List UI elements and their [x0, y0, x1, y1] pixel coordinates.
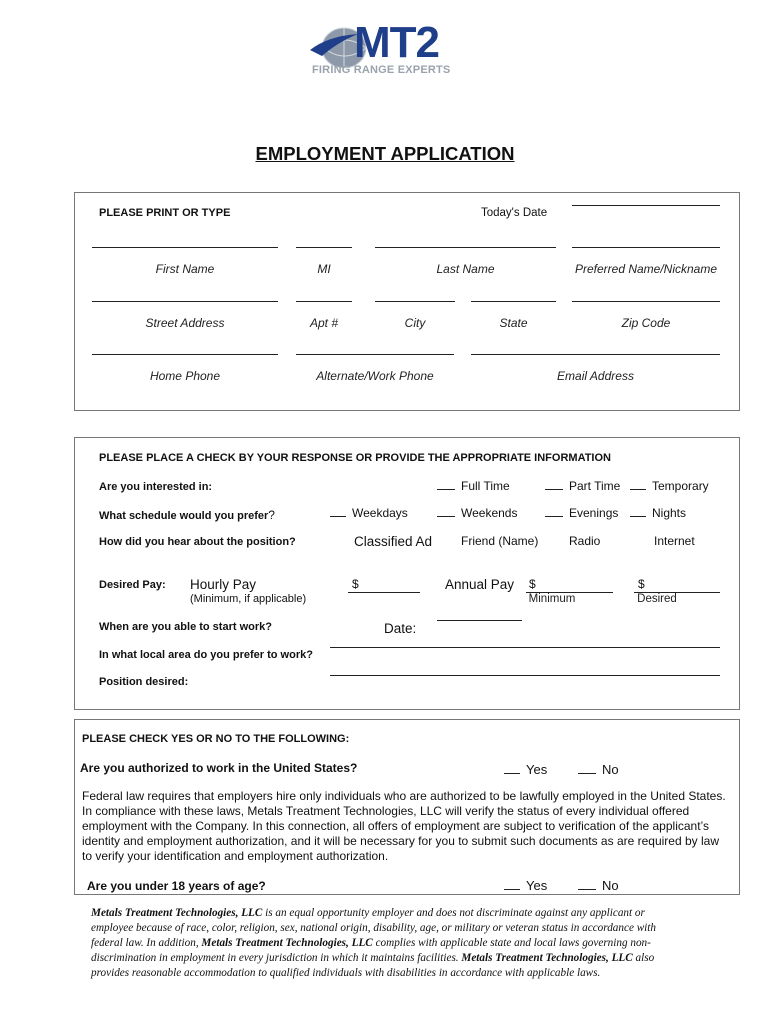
email-field[interactable]	[471, 354, 720, 355]
todays-date-label: Today's Date	[481, 207, 548, 219]
authorized-no[interactable]	[578, 762, 619, 777]
eeo-text-2: complies with applicable state and local laws governing non-discrimination in employment in every jurisdiction in which it maintains facilities.	[91, 937, 651, 964]
preferred-name-label: Preferred Name/Nickname	[574, 262, 718, 276]
option-full-time[interactable]	[437, 479, 510, 493]
home-phone-field[interactable]	[92, 354, 278, 355]
checkbox-blank[interactable]	[545, 479, 563, 490]
interest-question: Are you interested in:	[99, 481, 213, 493]
eeo-text-1: is an equal opportunity employer and does not discriminate against any applicant or employee because of race, color, religion, sex, national origin, disability, age, or military or veteran status in accordance with federal law. In addition,	[91, 907, 656, 949]
job-info-section	[74, 437, 740, 710]
annual-desired-dollar: $	[638, 577, 645, 591]
area-question: In what local area do you prefer to work?	[99, 649, 313, 661]
eeo-company-name: Metals Treatment Technologies, LLC	[201, 937, 373, 949]
option-evenings[interactable]	[545, 506, 618, 520]
position-question: Position desired:	[99, 676, 189, 688]
schedule-question-mark: ?	[268, 508, 275, 522]
checkbox-blank[interactable]	[630, 479, 646, 490]
pay-question: Desired Pay:	[99, 579, 166, 591]
age-yes[interactable]	[504, 878, 547, 893]
eeo-company-name: Metals Treatment Technologies, LLC	[461, 952, 633, 964]
city-field[interactable]	[375, 301, 455, 302]
checkbox-blank[interactable]	[437, 479, 455, 490]
schedule-question-text: What schedule would you prefer	[99, 510, 269, 522]
logo-mark: MT2	[354, 18, 439, 67]
option-label: Full Time	[461, 479, 510, 493]
option-label: No	[602, 762, 619, 777]
apt-label: Apt #	[309, 316, 339, 330]
eeo-text-3: also provides reasonable accommodation to qualified individuals with disabilities in accordance with applicable laws.	[91, 952, 655, 979]
option-label: Evenings	[569, 506, 619, 520]
source-question: How did you hear about the position?	[99, 536, 296, 548]
age-question: Are you under 18 years of age?	[87, 879, 266, 893]
position-field[interactable]	[330, 675, 720, 676]
alt-phone-field[interactable]	[296, 354, 454, 355]
alt-phone-label: Alternate/Work Phone	[316, 369, 434, 383]
option-internet[interactable]: Internet	[654, 534, 695, 548]
hourly-note: (Minimum, if applicable)	[190, 593, 307, 605]
first-name-field[interactable]	[92, 247, 278, 248]
start-date-label: Date:	[384, 621, 417, 636]
area-field[interactable]	[330, 647, 720, 648]
zip-label: Zip Code	[621, 316, 671, 330]
authorized-question: Are you authorized to work in the United States?	[80, 761, 358, 775]
email-label: Email Address	[557, 369, 634, 383]
section1-heading: PLEASE PRINT OR TYPE	[99, 207, 231, 219]
option-weekends[interactable]	[437, 506, 517, 520]
hourly-pay-field[interactable]	[348, 592, 420, 593]
option-friend[interactable]: Friend (Name)	[461, 534, 539, 548]
mi-field[interactable]	[296, 247, 352, 248]
todays-date-field[interactable]	[572, 205, 720, 206]
option-label: Yes	[526, 878, 548, 893]
option-weekdays[interactable]	[330, 506, 408, 520]
company-logo	[306, 18, 468, 80]
street-address-field[interactable]	[92, 301, 278, 302]
option-label: Weekdays	[352, 506, 408, 520]
option-label: Temporary	[652, 479, 709, 493]
option-nights[interactable]	[630, 506, 686, 520]
option-part-time[interactable]	[545, 479, 620, 493]
checkbox-blank[interactable]	[504, 879, 520, 890]
start-date-field[interactable]	[437, 620, 522, 621]
state-field[interactable]	[471, 301, 556, 302]
annual-min-label: Minimum	[528, 593, 576, 605]
zip-field[interactable]	[572, 301, 720, 302]
annual-min-dollar: $	[529, 577, 536, 591]
eeo-statement	[91, 906, 681, 981]
section2-heading: PLEASE PLACE A CHECK BY YOUR RESPONSE OR PROVIDE THE APPROPRIATE INFORMATION	[99, 452, 611, 464]
checkbox-blank[interactable]	[578, 879, 596, 890]
home-phone-label: Home Phone	[149, 369, 221, 383]
mi-label: MI	[317, 262, 331, 276]
option-label: Yes	[526, 762, 548, 777]
annual-pay-label: Annual Pay	[445, 577, 515, 592]
option-radio[interactable]: Radio	[569, 534, 601, 548]
annual-desired-label: Desired	[637, 593, 677, 605]
apt-field[interactable]	[296, 301, 352, 302]
checkbox-blank[interactable]	[504, 763, 520, 774]
federal-law-text: Federal law requires that employers hire only individuals who are authorized to be lawfully employed in the United States. In compliance with these laws, Metals Treatment Technologies, LLC will verify the status of every individual offered employment with the Company. In this connection, all offers of employment are subject to verification of the applicant’s identity and employment authorization, and it will be necessary for you to submit such documents as are required by law to verify your identification and employment authorization.	[82, 789, 726, 863]
checkbox-blank[interactable]	[545, 506, 563, 517]
start-question: When are you able to start work?	[99, 621, 272, 633]
state-label: State	[499, 316, 528, 330]
checkbox-blank[interactable]	[437, 506, 455, 517]
option-classified-ad[interactable]: Classified Ad	[354, 534, 433, 549]
option-label: Part Time	[569, 479, 621, 493]
page-title: EMPLOYMENT APPLICATION	[255, 143, 515, 164]
schedule-question	[99, 508, 275, 522]
preferred-name-field[interactable]	[572, 247, 720, 248]
section3-heading: PLEASE CHECK YES OR NO TO THE FOLLOWING:	[82, 733, 350, 745]
authorized-yes[interactable]	[504, 762, 547, 777]
street-address-label: Street Address	[145, 316, 225, 330]
checkbox-blank[interactable]	[330, 506, 346, 517]
checkbox-blank[interactable]	[578, 763, 596, 774]
eeo-company-name: Metals Treatment Technologies, LLC	[91, 907, 263, 919]
option-temporary[interactable]	[630, 479, 709, 493]
hourly-dollar: $	[352, 577, 359, 591]
age-no[interactable]	[578, 878, 619, 893]
city-label: City	[404, 316, 426, 330]
hourly-pay-label: Hourly Pay	[190, 577, 257, 592]
option-label: No	[602, 878, 619, 893]
option-label: Nights	[652, 506, 687, 520]
logo-tagline: FIRING RANGE EXPERTS	[312, 64, 451, 76]
first-name-label: First Name	[155, 262, 215, 276]
last-name-field[interactable]	[375, 247, 556, 248]
last-name-label: Last Name	[436, 262, 495, 276]
option-label: Weekends	[461, 506, 518, 520]
checkbox-blank[interactable]	[630, 506, 646, 517]
